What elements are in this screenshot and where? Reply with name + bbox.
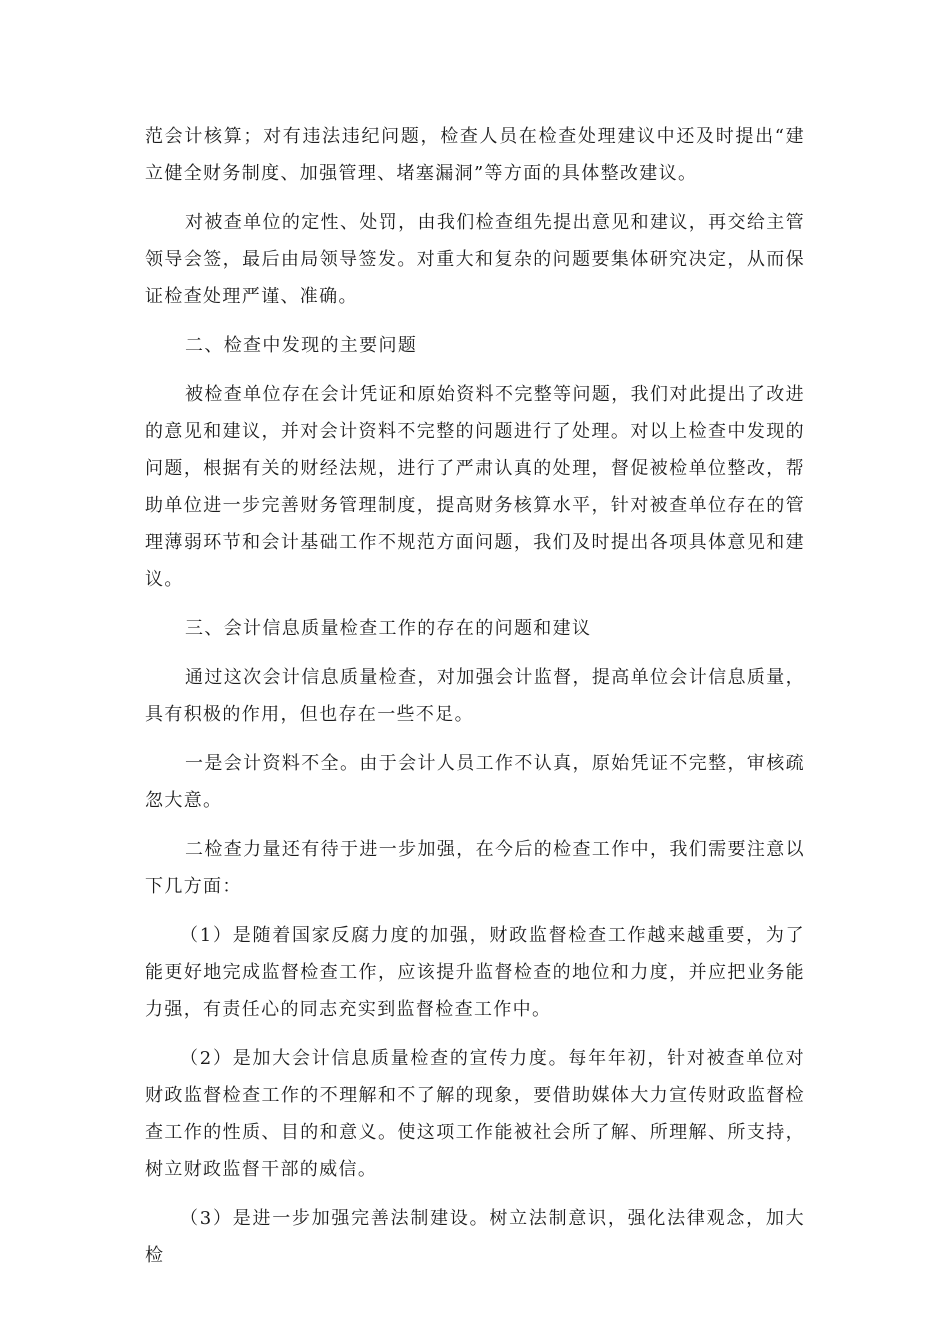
- list-item-1: （1）是随着国家反腐力度的加强，财政监督检查工作越来越重要，为了能更好地完成监督检查工作，应该提升监督检查的地位和力度，并应把业务能力强，有责任心的同志充实到监督检查工作中。: [145, 925, 805, 1020]
- list-item-2: （2）是加大会计信息质量检查的宣传力度。每年年初，针对被查单位对财政监督检查工作的不理解和不了解的现象，要借助媒体大力宣传财政监督检查工作的性质、目的和意义。使这项工作能被社会所了解、所理解、所支持，树立财政监督干部的威信。: [145, 1048, 805, 1180]
- list-item-3: （3）是进一步加强完善法制建设。树立法制意识，强化法律观念，加大检: [145, 1208, 805, 1266]
- paragraph-point-two: 二检查力量还有待于进一步加强，在今后的检查工作中，我们需要注意以下几方面：: [145, 839, 805, 897]
- paragraph-penalty-procedure: 对被查单位的定性、处罚，由我们检查组先提出意见和建议，再交给主管领导会签，最后由局领导签发。对重大和复杂的问题要集体研究决定，从而保证检查处理严谨、准确。: [145, 212, 805, 307]
- paragraph-inspection-effect: 通过这次会计信息质量检查，对加强会计监督，提高单位会计信息质量，具有积极的作用，但也存在一些不足。: [145, 667, 805, 725]
- section-heading-2: 二、检查中发现的主要问题: [185, 335, 418, 356]
- document-body: [145, 118, 805, 1286]
- section-heading-3: 三、会计信息质量检查工作的存在的问题和建议: [185, 618, 592, 639]
- paragraph-continuation: 范会计核算；对有违法违纪问题，检查人员在检查处理建议中还及时提出“建立健全财务制度、加强管理、堵塞漏洞”等方面的具体整改建议。: [145, 126, 805, 184]
- paragraph-point-one: 一是会计资料不全。由于会计人员工作不认真，原始凭证不完整，审核疏忽大意。: [145, 753, 805, 811]
- paragraph-main-problems: 被检查单位存在会计凭证和原始资料不完整等问题，我们对此提出了改进的意见和建议，并对会计资料不完整的问题进行了处理。对以上检查中发现的问题，根据有关的财经法规，进行了严肃认真的处理，督促被检单位整改，帮助单位进一步完善财务管理制度，提高财务核算水平，针对被查单位存在的管理薄弱环节和会计基础工作不规范方面问题，我们及时提出各项具体意见和建议。: [145, 384, 805, 590]
